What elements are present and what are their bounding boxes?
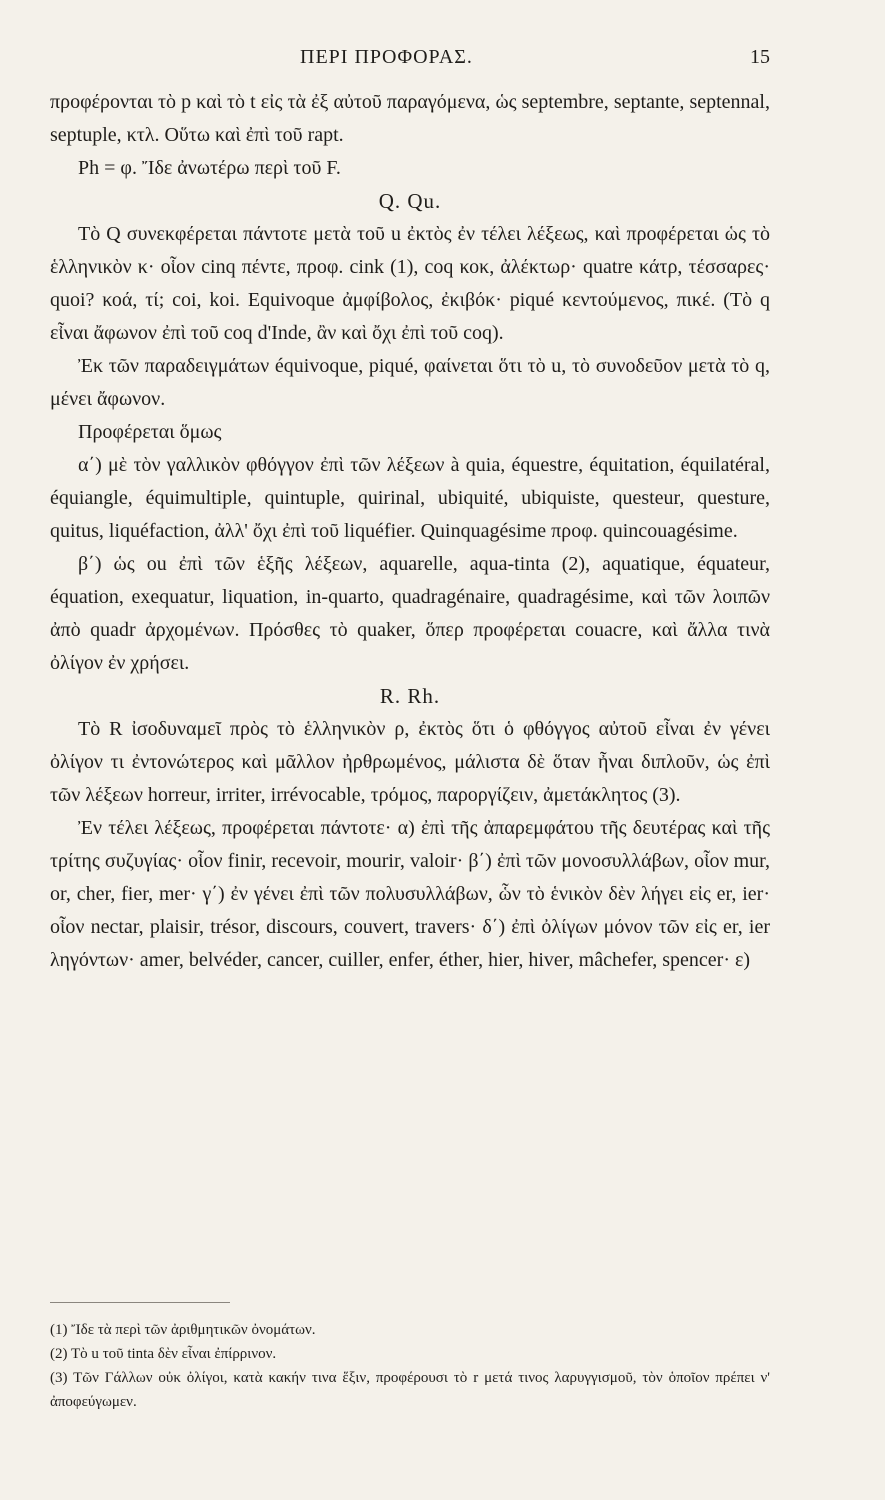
running-head <box>50 46 770 76</box>
paragraph: Τὸ Q συνεκφέρεται πάντοτε μετὰ τοῦ u ἐκτὸς ἐν τέλει λέξεως, καὶ προφέρεται ὡς τὸ ἑλληνικὸν κ· οἷον cinq πέντε, προφ. cink (1), coq κοκ, ἀλέκτωρ· quatre κάτρ, τέσσαρες· quoi? κοά, τί; coi, koi. Equivoque ἀμφίβολος, ἐκιβόκ· piqué κεντούμενος, πικέ. (Τὸ q εἶναι ἄφωνον ἐπὶ τοῦ coq d'Inde, ἂν καὶ ὄχι ἐπὶ τοῦ coq). <box>50 223 770 344</box>
main-text <box>50 86 770 977</box>
paragraph: α΄) μὲ τὸν γαλλικὸν φθόγγον ἐπὶ τῶν λέξεων à quia, équestre, équitation, équilatéral, équiangle, équimultiple, quintuple, quirinal, ubiquité, ubiquiste, questeur, questure, quitus, liquéfaction, ἀλλ' ὄχι ἐπὶ τοῦ liquéfier. Quinquagésime προφ. quincouagésime. <box>50 454 770 542</box>
section-heading-q: Q. Qu. <box>378 189 442 213</box>
running-title: ΠΕΡΙ ΠΡΟΦΟΡΑΣ. <box>300 46 473 68</box>
paragraph: Ἐν τέλει λέξεως, προφέρεται πάντοτε· α) ἐπὶ τῆς ἀπαρεμφάτου τῆς δευτέρας καὶ τῆς τρίτης συζυγίας· οἷον finir, recevoir, mourir, valoir· β΄) ἐπὶ τῶν μονοσυλλάβων, οἷον mur, or, cher, fier, mer· γ΄) ἐν γένει ἐπὶ τῶν πολυσυλλάβων, ὧν τὸ ἑνικὸν δὲν λήγει εἰς er, ier· οἷον nectar, plaisir, trésor, discours, couvert, travers· δ΄) ἐπὶ ὀλίγων μόνον τῶν εἰς er, ier ληγόντων· amer, belvéder, cancer, cuiller, enfer, éther, hier, hiver, mâchefer, spencer· ε) <box>50 817 770 971</box>
paragraph: Τὸ R ἰσοδυναμεῖ πρὸς τὸ ἑλληνικὸν ρ, ἐκτὸς ὅτι ὁ φθόγγος αὐτοῦ εἶναι ἐν γένει ὀλίγον τι ἐντονώτερος καὶ μᾶλλον ἠρθρωμένος, μάλιστα δὲ ὅταν ἦναι διπλοῦν, ὡς ἐπὶ τῶν λέξεων horreur, irriter, irrévocable, τρόμος, παροργίζειν, ἀμετάκλητος (3). <box>50 718 770 806</box>
paragraph: Ἐκ τῶν παραδειγμάτων équivoque, piqué, φαίνεται ὅτι τὸ u, τὸ συνοδεῦον μετὰ τὸ q, μένει ἄφωνον. <box>50 355 770 410</box>
footnote: (2) Τὸ u τοῦ tinta δὲν εἶναι ἐπίρρινον. <box>50 1346 277 1362</box>
section-heading-r: R. Rh. <box>379 684 441 708</box>
footnotes <box>50 1318 770 1414</box>
footnote: (1) Ἴδε τὰ περὶ τῶν ἀριθμητικῶν ὀνομάτων. <box>50 1322 316 1338</box>
paragraph: Προφέρεται ὅμως <box>78 421 222 443</box>
paragraph: β΄) ὡς ou ἐπὶ τῶν ἑξῆς λέξεων, aquarelle, aqua-tinta (2), aquatique, équateur, équation, exequatur, liquation, in-quarto, quadragénaire, quadragésime, καὶ τῶν λοιπῶν ἀπὸ quadr ἀρχομένων. Πρόσθες τὸ quaker, ὅπερ προφέρεται couacre, καὶ ἄλλα τινὰ ὀλίγον ἐν χρήσει. <box>50 553 770 674</box>
page-number: 15 <box>750 46 770 68</box>
paragraph: προφέρονται τὸ p καὶ τὸ t εἰς τὰ ἐξ αὐτοῦ παραγόμενα, ὡς septembre, septante, septennal, septuple, κτλ. Οὕτω καὶ ἐπὶ τοῦ rapt. <box>50 91 770 146</box>
footnote-divider <box>50 1302 230 1303</box>
footnote: (3) Τῶν Γάλλων οὐκ ὀλίγοι, κατὰ κακήν τινα ἕξιν, προφέρουσι τὸ r μετά τινος λαρυγγισμοῦ, τὸν ὁποῖον πρέπει ν' ἀποφεύγωμεν. <box>50 1370 770 1410</box>
paragraph: Ph = φ. Ἴδε ἀνωτέρω περὶ τοῦ F. <box>78 157 341 179</box>
